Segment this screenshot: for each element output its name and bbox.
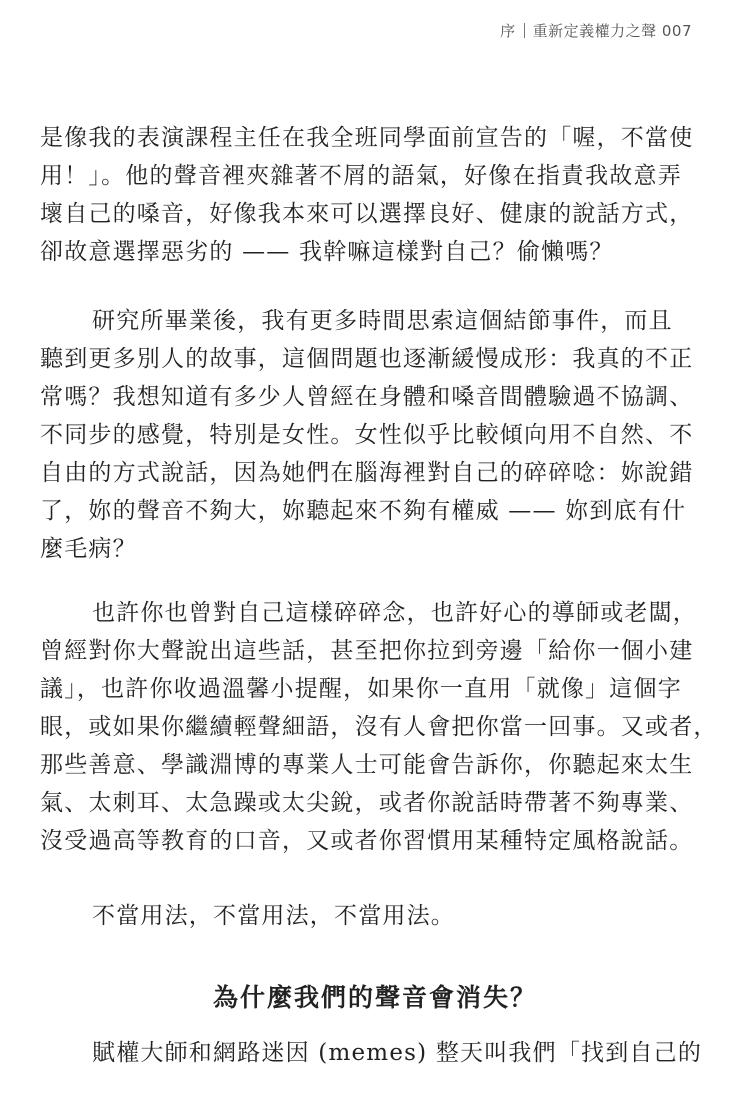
section-heading: 為什麼我們的聲音會消失？ <box>212 983 537 1012</box>
text-line: 不當用法，不當用法，不當用法。 <box>92 903 455 929</box>
text-line: 用！」。他的聲音裡夾雜著不屑的語氣，好像在指責我故意弄 <box>40 163 682 189</box>
text-line: 那些善意、學識淵博的專業人士可能會告訴你，你聽起來太生 <box>40 752 694 778</box>
header-title-page: 重新定義權力之聲 007 <box>532 22 692 40</box>
text-line: 不同步的感覺，特別是女性。女性似乎比較傾向用不自然、不 <box>40 422 694 448</box>
text-line: 壞自己的嗓音，好像我本來可以選擇良好、健康的說話方式， <box>40 201 694 227</box>
text-line: 自由的方式說話，因為她們在腦海裡對自己的碎碎唸：妳說錯 <box>40 460 694 486</box>
paragraph-1 <box>40 119 710 271</box>
text-line: 是像我的表演課程主任在我全班同學面前宣告的「喔，不當使 <box>40 125 694 151</box>
paragraph-2 <box>40 302 710 568</box>
text-line: 賦權大師和網路迷因 (memes) 整天叫我們「找到自己的 <box>92 1040 703 1066</box>
text-line: 氣、太刺耳、太急躁或太尖銳，或者你說話時帶著不夠專業、 <box>40 790 694 816</box>
closing-paragraph <box>40 1034 710 1072</box>
header-section-label: 序 <box>500 22 516 40</box>
text-line: 曾經對你大聲說出這些話，甚至把你拉到旁邊「給你一個小建 <box>40 638 694 664</box>
header-divider <box>524 23 525 38</box>
text-line: 常嗎？我想知道有多少人曾經在身體和嗓音間體驗過不協調、 <box>40 384 694 410</box>
text-line: 研究所畢業後，我有更多時間思索這個結節事件，而且 <box>92 308 673 334</box>
paragraph-3 <box>40 594 718 860</box>
running-header <box>500 20 692 41</box>
paragraph-4 <box>40 897 710 935</box>
text-line: 沒受過高等教育的口音，又或者你習慣用某種特定風格說話。 <box>40 828 694 854</box>
text-line: 麼毛病？ <box>40 536 137 562</box>
text-line: 了，妳的聲音不夠大，妳聽起來不夠有權威 —— 妳到底有什 <box>40 498 687 524</box>
text-line: 也許你也曾對自己這樣碎碎念，也許好心的導師或老闆， <box>92 600 697 626</box>
text-line: 眼，或如果你繼續輕聲細語，沒有人會把你當一回事。又或者， <box>40 714 718 740</box>
text-line: 聽到更多別人的故事，這個問題也逐漸緩慢成形：我真的不正 <box>40 346 694 372</box>
text-line: 卻故意選擇惡劣的 —— 我幹嘛這樣對自己？偷懶嗎？ <box>40 239 614 265</box>
text-line: 議」，也許你收過溫馨小提醒，如果你一直用「就像」這個字 <box>40 676 682 702</box>
